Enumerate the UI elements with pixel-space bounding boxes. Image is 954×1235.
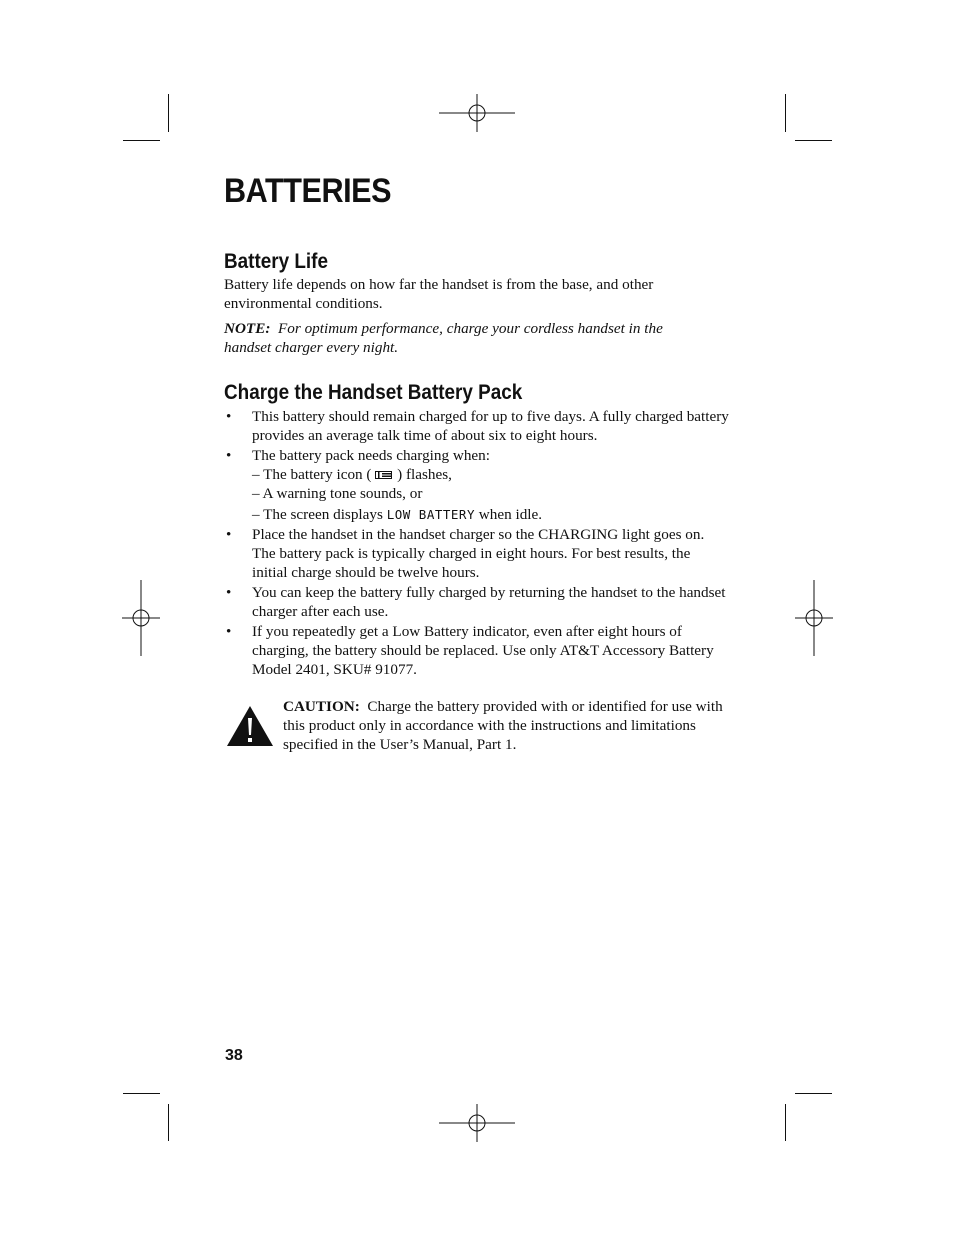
battery-life-heading: Battery Life xyxy=(224,250,328,273)
sub-item-text: when idle. xyxy=(478,506,543,523)
list-item xyxy=(224,525,729,582)
bullet-text: The battery pack needs charging when: xyxy=(252,447,490,464)
caution-label: CAUTION: xyxy=(283,698,360,715)
list-item xyxy=(224,407,729,445)
list-item xyxy=(224,446,729,524)
battery-icon xyxy=(375,470,393,480)
sub-item xyxy=(252,465,729,484)
crop-mark xyxy=(168,94,169,132)
charge-bullet-list xyxy=(224,407,729,680)
caution-text xyxy=(283,697,733,754)
note-label: NOTE: xyxy=(224,320,271,337)
registration-mark-icon xyxy=(439,1104,515,1142)
list-item xyxy=(224,622,729,679)
crop-mark xyxy=(168,1104,169,1141)
crop-mark xyxy=(785,94,786,132)
bullet-text: If you repeatedly get a Low Battery indicator, even after eight hours of charging, the battery should be replaced. Use only AT&T Accessory Battery Model 2401, SKU# 91077. xyxy=(252,623,714,678)
list-item xyxy=(224,583,729,621)
bullet-text: Place the handset in the handset charger so the CHARGING light goes on. The battery pack is typically charged in eight hours. For best results, the initial charge should be twelve hours. xyxy=(252,526,705,581)
crop-mark xyxy=(795,1093,832,1094)
page-title: BATTERIES xyxy=(224,172,392,210)
note-text: For optimum performance, charge your cordless handset in the handset charger every night. xyxy=(224,320,663,356)
sub-item-text: ) flashes, xyxy=(397,466,452,483)
crop-mark xyxy=(795,140,832,141)
warning-triangle-icon xyxy=(226,705,274,747)
lcd-display-text: LOW BATTERY xyxy=(386,507,475,522)
sub-item: – A warning tone sounds, or xyxy=(252,485,423,502)
registration-mark-icon xyxy=(122,580,160,656)
sub-item-text: – The screen displays xyxy=(252,506,383,523)
registration-mark-icon xyxy=(795,580,833,656)
registration-mark-icon xyxy=(439,94,515,132)
bullet-text: This battery should remain charged for up to five days. A fully charged battery provides an average talk time of about six to eight hours. xyxy=(252,408,729,444)
sub-item xyxy=(252,505,729,524)
battery-life-text: Battery life depends on how far the handset is from the base, and other environmental conditions. xyxy=(224,276,654,312)
sub-item-text: – The battery icon ( xyxy=(252,466,372,483)
bullet-text: You can keep the battery fully charged by returning the handset to the handset charger after each use. xyxy=(252,584,726,620)
page-number: 38 xyxy=(225,1047,243,1064)
charge-section-heading: Charge the Handset Battery Pack xyxy=(224,381,523,404)
caution-body: Charge the battery provided with or identified for use with this product only in accordance with the instructions and limitations specified in the User’s Manual, Part 1. xyxy=(283,698,723,753)
battery-life-note xyxy=(224,319,704,357)
crop-mark xyxy=(123,1093,160,1094)
crop-mark xyxy=(785,1104,786,1141)
crop-mark xyxy=(123,140,160,141)
